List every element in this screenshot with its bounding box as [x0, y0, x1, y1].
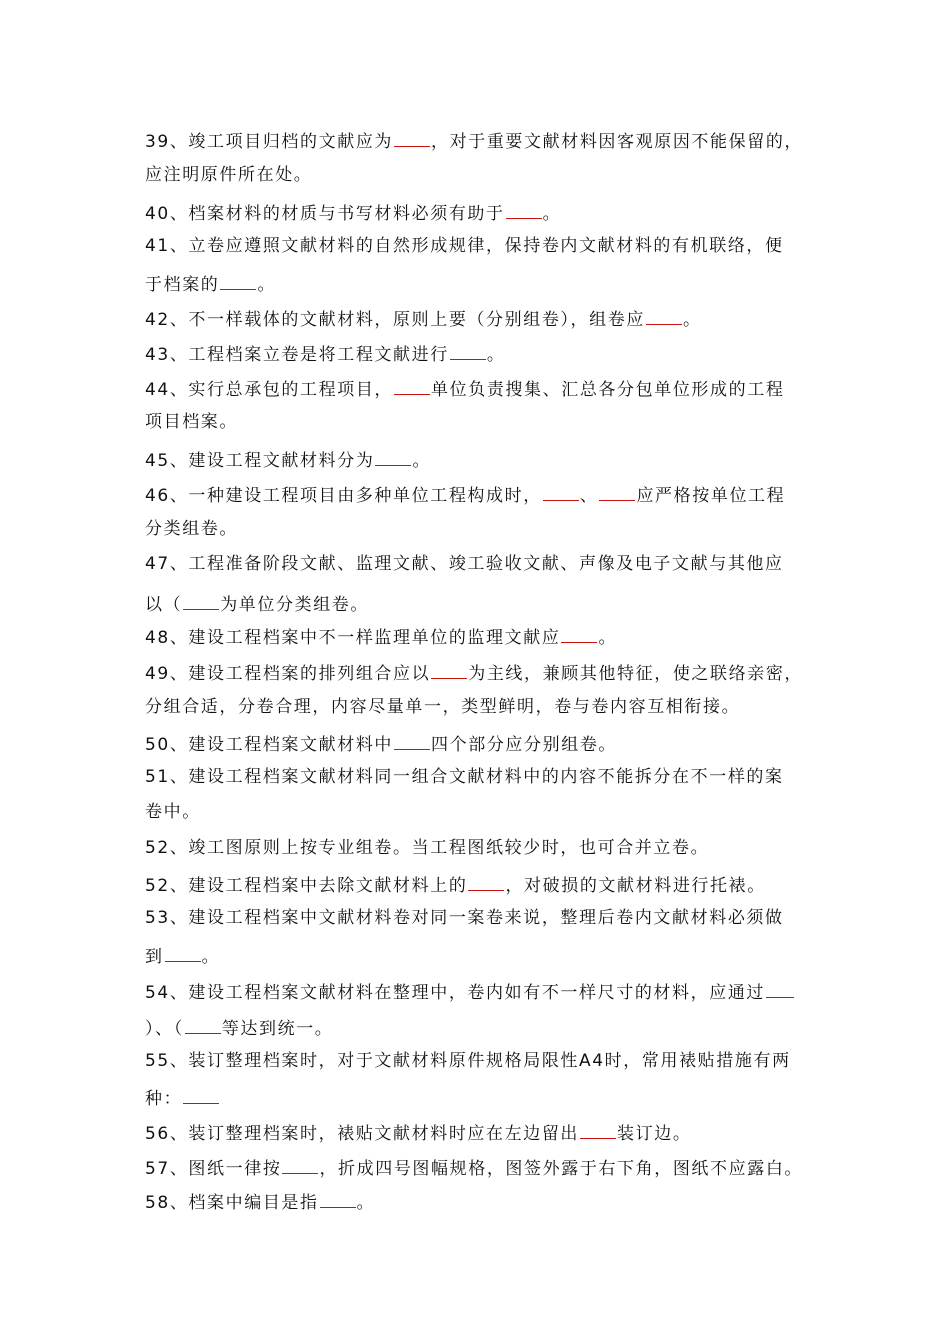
- question-53: 53、建设工程档案中文献材料卷对同一案卷来说，整理后卷内文献材料必须做: [145, 908, 784, 928]
- question-58: 58、档案中编目是指 。: [145, 1189, 825, 1214]
- answer-blank[interactable]: [394, 128, 430, 147]
- question-51: 51、建设工程档案文献材料同一组合文献材料中的内容不能拆分在不一样的案: [145, 767, 784, 787]
- answer-blank[interactable]: [543, 482, 579, 501]
- answer-blank[interactable]: [183, 591, 219, 610]
- question-51-cont: 卷中。: [145, 802, 201, 822]
- answer-blank[interactable]: [646, 306, 682, 325]
- answer-blank[interactable]: [599, 482, 635, 501]
- question-39-cont: 应注明原件所在处。: [145, 165, 313, 185]
- question-44-cont: 项目档案。: [145, 412, 238, 432]
- answer-blank[interactable]: [183, 1085, 219, 1104]
- question-52b: 52、建设工程档案中去除文献材料上的 ，对破损的文献材料进行托裱。: [145, 872, 825, 897]
- answer-blank[interactable]: [394, 731, 430, 750]
- question-44: 44、实行总承包的工程项目， 单位负责搜集、汇总各分包单位形成的工程: [145, 376, 825, 401]
- answer-blank[interactable]: [282, 1155, 318, 1174]
- answer-blank[interactable]: [220, 271, 256, 290]
- answer-blank[interactable]: [431, 660, 467, 679]
- question-41: 41、立卷应遵照文献材料的自然形成规律，保持卷内文献材料的有机联络，便: [145, 236, 784, 256]
- answer-blank[interactable]: [580, 1120, 616, 1139]
- question-40: 40、档案材料的材质与书写材料必须有助于 。: [145, 200, 825, 225]
- question-54-cont: ）、（ 等达到统一。: [145, 1015, 825, 1040]
- question-57: 57、图纸一律按 ，折成四号图幅规格，图签外露于右下角，图纸不应露白。: [145, 1155, 825, 1180]
- answer-blank[interactable]: [561, 624, 597, 643]
- answer-blank[interactable]: [375, 447, 411, 466]
- answer-blank[interactable]: [394, 376, 430, 395]
- question-45: 45、建设工程文献材料分为 。: [145, 447, 825, 472]
- answer-blank[interactable]: [165, 943, 201, 962]
- question-49: 49、建设工程档案的排列组合应以 为主线，兼顾其他特征，使之联络亲密，: [145, 660, 825, 685]
- question-55-cont: 种：: [145, 1085, 825, 1110]
- answer-blank[interactable]: [185, 1015, 221, 1034]
- answer-blank[interactable]: [766, 979, 794, 998]
- question-42: 42、不一样载体的文献材料，原则上要（分别组卷），组卷应 。: [145, 306, 825, 331]
- question-43: 43、工程档案立卷是将工程文献进行 。: [145, 341, 825, 366]
- question-50: 50、建设工程档案文献材料中 四个部分应分别组卷。: [145, 731, 825, 756]
- question-55: 55、装订整理档案时，对于文献材料原件规格局限性A4时，常用裱贴措施有两: [145, 1051, 791, 1071]
- question-49-cont: 分组合适，分卷合理，内容尽量单一，类型鲜明，卷与卷内容互相衔接。: [145, 697, 741, 717]
- question-46-cont: 分类组卷。: [145, 519, 238, 539]
- question-46: 46、一种建设工程项目由多种单位工程构成时， 、 应严格按单位工程: [145, 482, 825, 507]
- question-48: 48、建设工程档案中不一样监理单位的监理文献应 。: [145, 624, 825, 649]
- question-47-cont: 以（ 为单位分类组卷。: [145, 591, 825, 616]
- question-56: 56、装订整理档案时，裱贴文献材料时应在左边留出 装订边。: [145, 1120, 825, 1145]
- question-47: 47、工程准备阶段文献、监理文献、竣工验收文献、声像及电子文献与其他应: [145, 554, 784, 574]
- answer-blank[interactable]: [468, 872, 504, 891]
- answer-blank[interactable]: [450, 341, 486, 360]
- question-54: 54、建设工程档案文献材料在整理中，卷内如有不一样尺寸的材料，应通过: [145, 979, 825, 1004]
- question-39: 39、竣工项目归档的文献应为 ，对于重要文献材料因客观原因不能保留的，: [145, 128, 825, 153]
- question-52a: 52、竣工图原则上按专业组卷。当工程图纸较少时，也可合并立卷。: [145, 838, 710, 858]
- question-41-cont: 于档案的 。: [145, 271, 825, 296]
- answer-blank[interactable]: [320, 1189, 356, 1208]
- answer-blank[interactable]: [506, 200, 542, 219]
- question-53-cont: 到 。: [145, 943, 825, 968]
